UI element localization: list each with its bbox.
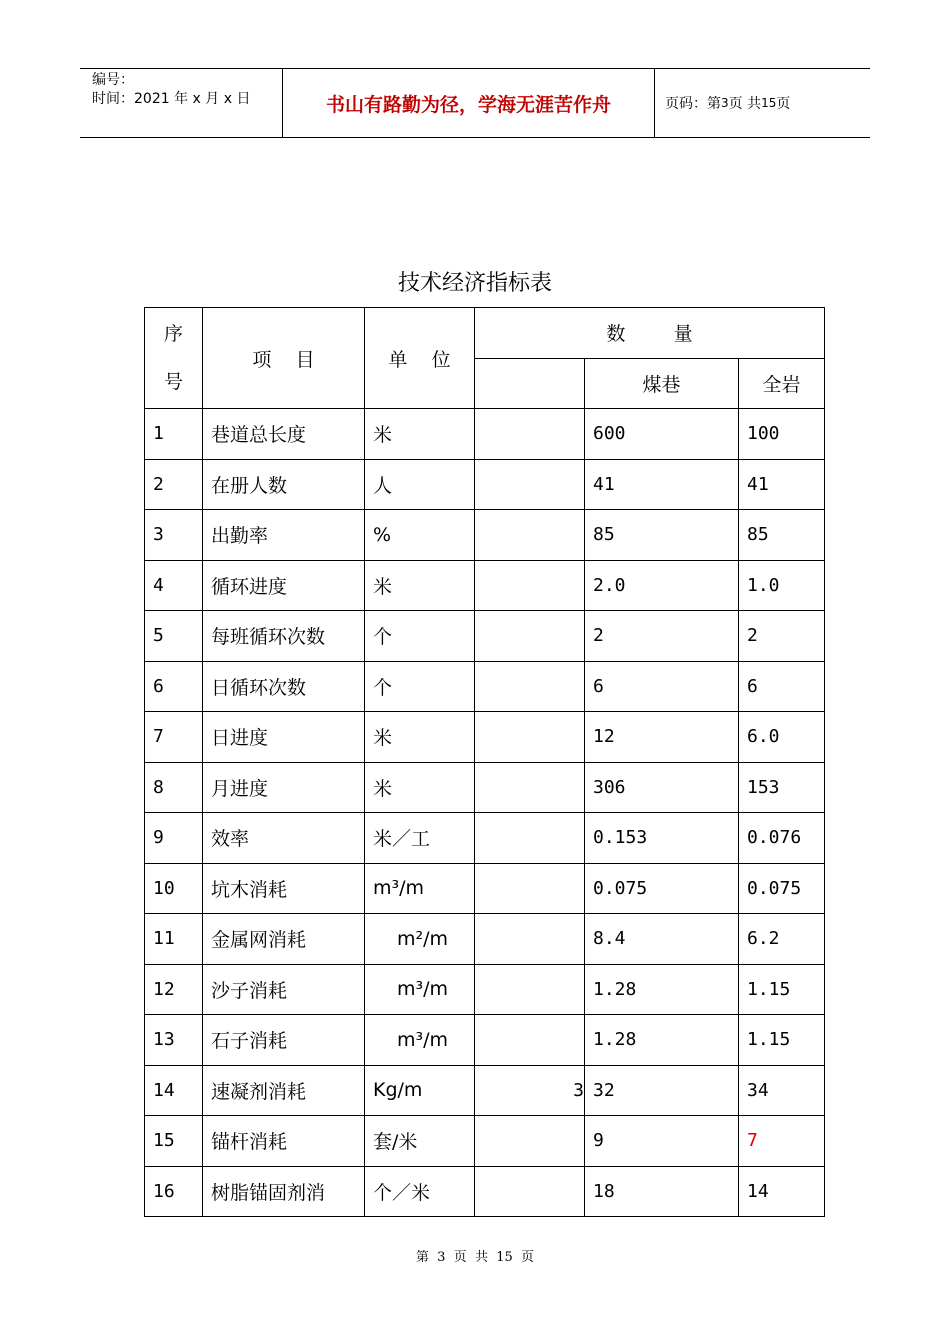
- row-unit: %: [365, 510, 475, 561]
- header-quantity: 数 量: [475, 308, 825, 359]
- table-row: [145, 813, 825, 864]
- row-number: 16: [145, 1166, 203, 1217]
- row-blank: 3: [475, 1065, 585, 1116]
- row-coal-value: 306: [585, 762, 739, 813]
- table-title: 技术经济指标表: [397, 271, 552, 296]
- page-prefix: 页码：第: [665, 96, 721, 112]
- page-mid: 页 共: [728, 96, 762, 112]
- row-item: 石子消耗: [203, 1015, 365, 1066]
- row-coal-value: 2.0: [585, 560, 739, 611]
- row-item: 月进度: [203, 762, 365, 813]
- page-footer: 第 3 页 共 15 页: [415, 1250, 535, 1265]
- row-coal-value: 2: [585, 611, 739, 662]
- header-rock: 全岩: [739, 358, 825, 409]
- row-coal-value: 1.28: [585, 964, 739, 1015]
- header-coal: 煤巷: [585, 358, 739, 409]
- row-coal-value: 41: [585, 459, 739, 510]
- header-meta: [80, 69, 283, 137]
- table-row: [145, 560, 825, 611]
- row-coal-value: 9: [585, 1116, 739, 1167]
- row-blank: [475, 1116, 585, 1167]
- row-number: 15: [145, 1116, 203, 1167]
- row-blank: [475, 459, 585, 510]
- header-motto: 书山有路勤为径，学海无涯苦作舟: [283, 69, 655, 137]
- table-row: [145, 863, 825, 914]
- row-item: 速凝剂消耗: [203, 1065, 365, 1116]
- row-item: 效率: [203, 813, 365, 864]
- row-coal-value: 6: [585, 661, 739, 712]
- row-item: 树脂锚固剂消: [203, 1166, 365, 1217]
- row-item: 循环进度: [203, 560, 365, 611]
- row-rock-value: 0.075: [739, 863, 825, 914]
- row-blank: [475, 914, 585, 965]
- row-blank: [475, 560, 585, 611]
- row-rock-value: 6.0: [739, 712, 825, 763]
- row-unit: 米: [365, 712, 475, 763]
- row-number: 7: [145, 712, 203, 763]
- header-unit: 单 位: [365, 308, 475, 409]
- indicator-table: [144, 307, 825, 1217]
- row-number: 1: [145, 409, 203, 460]
- row-coal-value: 18: [585, 1166, 739, 1217]
- row-number: 4: [145, 560, 203, 611]
- row-number: 13: [145, 1015, 203, 1066]
- row-coal-value: 12: [585, 712, 739, 763]
- row-blank: [475, 510, 585, 561]
- row-unit: 人: [365, 459, 475, 510]
- row-rock-value: 100: [739, 409, 825, 460]
- row-rock-value: 1.0: [739, 560, 825, 611]
- row-item: 在册人数: [203, 459, 365, 510]
- row-item: 每班循环次数: [203, 611, 365, 662]
- row-unit: 米: [365, 409, 475, 460]
- table-row: [145, 914, 825, 965]
- row-item: 出勤率: [203, 510, 365, 561]
- row-coal-value: 0.075: [585, 863, 739, 914]
- row-number: 9: [145, 813, 203, 864]
- row-item: 日循环次数: [203, 661, 365, 712]
- table-row: [145, 611, 825, 662]
- row-blank: [475, 863, 585, 914]
- row-rock-value: 1.15: [739, 964, 825, 1015]
- row-unit: m³/m: [365, 863, 475, 914]
- document-header: [80, 68, 870, 138]
- row-number: 14: [145, 1065, 203, 1116]
- row-number: 12: [145, 964, 203, 1015]
- row-item: 巷道总长度: [203, 409, 365, 460]
- row-rock-value: 85: [739, 510, 825, 561]
- table-row: [145, 1015, 825, 1066]
- row-unit: 个: [365, 661, 475, 712]
- row-number: 10: [145, 863, 203, 914]
- row-unit: 个: [365, 611, 475, 662]
- row-coal-value: 8.4: [585, 914, 739, 965]
- row-unit: 米: [365, 560, 475, 611]
- row-blank: [475, 762, 585, 813]
- row-rock-value: 7: [739, 1116, 825, 1167]
- table-row: [145, 1166, 825, 1217]
- table-row: [145, 661, 825, 712]
- row-number: 6: [145, 661, 203, 712]
- row-unit: m²/m: [365, 914, 475, 965]
- page-suffix: 页: [776, 96, 791, 112]
- row-number: 5: [145, 611, 203, 662]
- row-blank: [475, 1166, 585, 1217]
- table-row: [145, 459, 825, 510]
- row-unit: 米／工: [365, 813, 475, 864]
- row-item: 锚杆消耗: [203, 1116, 365, 1167]
- row-rock-value: 2: [739, 611, 825, 662]
- row-unit: 个／米: [365, 1166, 475, 1217]
- row-unit: 套/米: [365, 1116, 475, 1167]
- table-row: [145, 712, 825, 763]
- row-rock-value: 14: [739, 1166, 825, 1217]
- row-coal-value: 600: [585, 409, 739, 460]
- row-coal-value: 85: [585, 510, 739, 561]
- row-number: 11: [145, 914, 203, 965]
- row-coal-value: 0.153: [585, 813, 739, 864]
- row-item: 日进度: [203, 712, 365, 763]
- row-unit: m³/m: [365, 1015, 475, 1066]
- row-rock-value: 0.076: [739, 813, 825, 864]
- row-number: 8: [145, 762, 203, 813]
- row-rock-value: 6: [739, 661, 825, 712]
- header-seq: [145, 308, 203, 409]
- row-blank: [475, 661, 585, 712]
- header-blank: [475, 358, 585, 409]
- row-rock-value: 34: [739, 1065, 825, 1116]
- row-coal-value: 1.28: [585, 1015, 739, 1066]
- row-rock-value: 41: [739, 459, 825, 510]
- row-number: 3: [145, 510, 203, 561]
- table-row: [145, 1116, 825, 1167]
- row-blank: [475, 813, 585, 864]
- row-item: 坑木消耗: [203, 863, 365, 914]
- row-blank: [475, 1015, 585, 1066]
- header-row: [145, 308, 825, 359]
- table-row: [145, 409, 825, 460]
- row-unit: Kg/m: [365, 1065, 475, 1116]
- row-unit: m³/m: [365, 964, 475, 1015]
- header-item: 项 目: [203, 308, 365, 409]
- table-row: [145, 762, 825, 813]
- page-total: 15: [761, 96, 777, 110]
- row-item: 沙子消耗: [203, 964, 365, 1015]
- row-rock-value: 153: [739, 762, 825, 813]
- row-unit: 米: [365, 762, 475, 813]
- time-label: 时间：2021 年 x 月 x 日: [92, 91, 251, 107]
- header-seq-top: 序: [163, 323, 183, 345]
- row-number: 2: [145, 459, 203, 510]
- row-coal-value: 32: [585, 1065, 739, 1116]
- table-row: [145, 510, 825, 561]
- table-row: [145, 964, 825, 1015]
- header-seq-bottom: 号: [163, 371, 183, 393]
- serial-label: 编号：: [92, 72, 134, 88]
- header-page-info: [655, 69, 870, 137]
- page-number: 3: [721, 96, 729, 110]
- row-blank: [475, 712, 585, 763]
- row-blank: [475, 611, 585, 662]
- row-item: 金属网消耗: [203, 914, 365, 965]
- row-rock-value: 6.2: [739, 914, 825, 965]
- row-blank: [475, 964, 585, 1015]
- row-rock-value: 1.15: [739, 1015, 825, 1066]
- table-row: [145, 1065, 825, 1116]
- row-blank: [475, 409, 585, 460]
